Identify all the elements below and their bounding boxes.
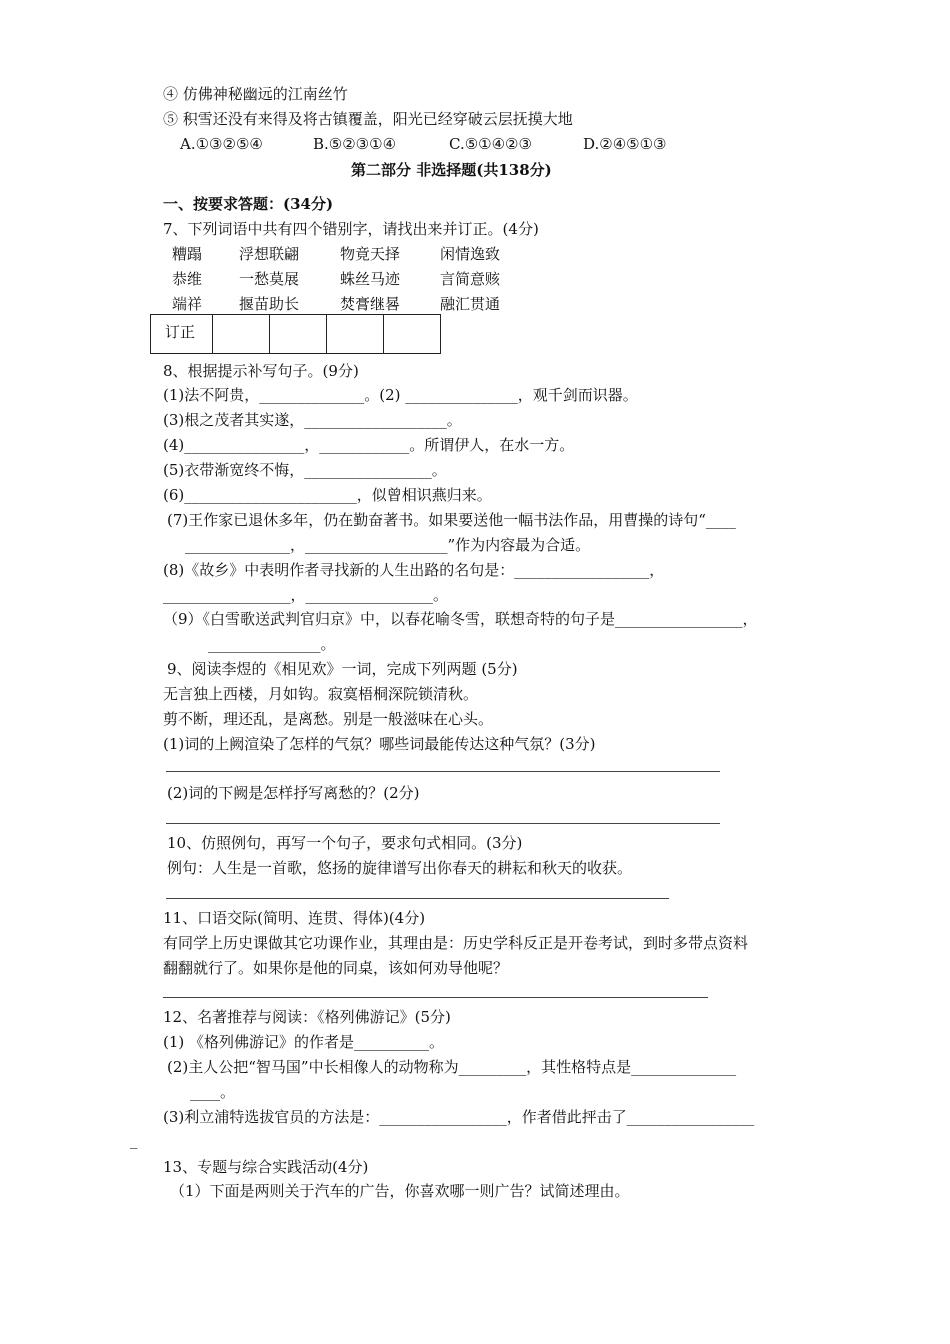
word-item: 恭维 (172, 270, 203, 288)
correction-cell[interactable] (327, 315, 384, 354)
correction-cell[interactable] (384, 315, 441, 354)
answer-line[interactable] (166, 898, 669, 899)
section1-title: 一、按要求答题：(34分) (163, 195, 334, 213)
q8-line-9: _________________，_________________。 (163, 586, 449, 604)
q8-line-8: (8)《故乡》中表明作者寻找新的人生出路的名句是：__________________， (163, 561, 665, 579)
correction-label: 订正 (151, 315, 213, 354)
q8-line-11: _______________。 (208, 635, 336, 653)
poem-line-2: 剪不断，理还乱，是离愁。别是一般滋味在心头。 (163, 710, 494, 728)
q11-text-2: 翻翻就行了。如果你是他的同桌，该如何劝导他呢？ (163, 959, 509, 977)
q13-sub-1: （1）下面是两则关于汽车的广告，你喜欢哪一则广告？试简述理由。 (170, 1182, 630, 1200)
q12-line-4: (3)利立浦特选拔官员的方法是：_________________，作者借此抨击了_________________ (163, 1108, 755, 1126)
poem-line-1: 无言独上西楼，月如钩。寂寞梧桐深院锁清秋。 (163, 685, 479, 703)
word-item: 蛛丝马迹 (340, 270, 401, 288)
word-item: 言简意赅 (440, 270, 501, 288)
q12-prompt: 12、名著推荐与阅读：《格列佛游记》(5分) (163, 1008, 451, 1026)
q8-line-2: (3)根之茂者其实遂，___________________。 (163, 411, 462, 429)
q10-example: 例句：人生是一首歌，悠扬的旋律谱写出你春天的耕耘和秋天的收获。 (167, 859, 633, 877)
q7-prompt: 7、下列词语中共有四个错别字，请找出来并订正。(4分) (163, 220, 539, 238)
q11-text-1: 有同学上历史课做其它功课作业，其理由是：历史学科反正是开卷考试，到时多带点资料 (163, 934, 749, 952)
answer-line[interactable] (166, 771, 720, 772)
correction-cell[interactable] (270, 315, 327, 354)
word-item: 闲情逸致 (440, 245, 501, 263)
q8-line-1: (1)法不阿贵，______________。(2) _______________，观千剑而识器。 (163, 386, 638, 404)
q8-line-7: ______________，___________________”作为内容最为合适。 (185, 536, 591, 554)
choice-a: A.①③②⑤④ (180, 135, 263, 153)
q12-line-5: _ (130, 1131, 138, 1149)
word-item: 焚膏继晷 (340, 295, 401, 313)
q12-line-3: ____。 (190, 1083, 236, 1101)
q10-prompt: 10、仿照例句，再写一个句子，要求句式相同。(3分) (167, 834, 523, 852)
word-item: 揠苗助长 (239, 295, 300, 313)
choice-b: B.⑤②③①④ (313, 135, 397, 153)
q8-line-10: （9）《白雪歌送武判官归京》中，以春花喻冬雪，联想奇特的句子是_________________， (163, 610, 758, 628)
choice-c: C.⑤①④②③ (449, 135, 532, 153)
word-item: 浮想联翩 (239, 245, 300, 263)
word-item: 端祥 (172, 295, 203, 313)
q8-line-3: (4)________________，____________。所谓伊人，在水一方。 (163, 436, 575, 454)
word-item: 融汇贯通 (440, 295, 501, 313)
part2-title: 第二部分 非选择题(共138分) (351, 161, 552, 179)
q8-line-5: (6)_______________________，似曾相识燕归来。 (163, 486, 492, 504)
q9-prompt: 9、阅读李煜的《相见欢》一词，完成下列两题 (5分) (167, 660, 518, 678)
correction-cell[interactable] (213, 315, 270, 354)
word-item: 糟蹋 (172, 245, 203, 263)
q8-line-6: (7)王作家已退休多年，仍在勤奋著书。如果要送他一幅书法作品，用曹操的诗句“____ (167, 511, 736, 529)
q9-sub-1: (1)词的上阙渲染了怎样的气氛？哪些词最能传达这种气氛？(3分) (163, 735, 596, 753)
answer-line[interactable] (163, 997, 708, 998)
word-item: 一愁莫展 (239, 270, 300, 288)
choice-d: D.②④⑤①③ (583, 135, 667, 153)
q11-prompt: 11、口语交际(简明、连贯、得体)(4分) (163, 909, 426, 927)
q12-line-2: (2)主人公把“智马国”中长相像人的动物称为_________，其性格特点是______________ (167, 1058, 737, 1076)
option-5: ⑤ 积雪还没有来得及将古镇覆盖，阳光已经穿破云层抚摸大地 (163, 110, 573, 128)
word-item: 物竟天择 (340, 245, 401, 263)
correction-table (150, 314, 441, 354)
q12-line-1: (1) 《格列佛游记》的作者是__________。 (163, 1033, 445, 1051)
q8-line-4: (5)衣带渐宽终不悔，_________________。 (163, 461, 447, 479)
q9-sub-2: (2)词的下阙是怎样抒写离愁的？(2分) (167, 784, 420, 802)
q8-prompt: 8、根据提示补写句子。(9分) (163, 362, 359, 380)
option-4: ④ 仿佛神秘幽远的江南丝竹 (163, 85, 348, 103)
q13-prompt: 13、专题与综合实践活动(4分) (163, 1158, 369, 1176)
answer-line[interactable] (166, 823, 720, 824)
